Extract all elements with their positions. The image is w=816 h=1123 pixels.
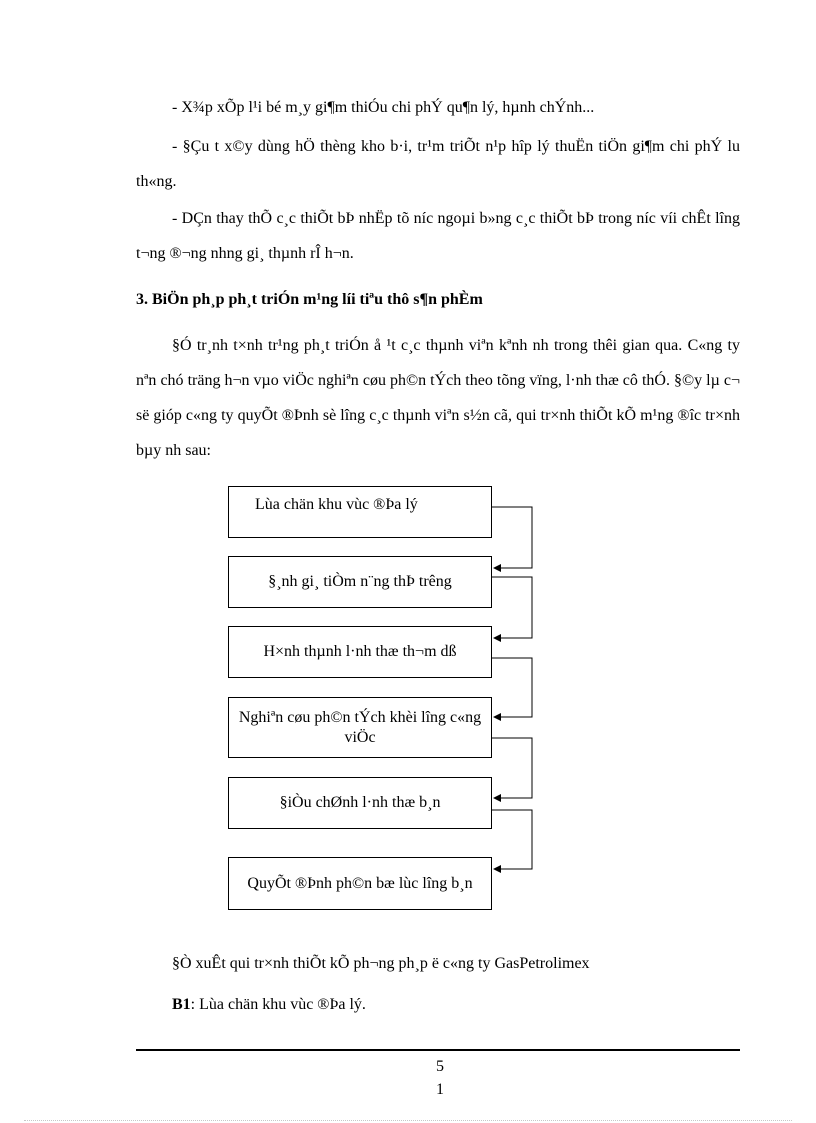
flow-step-6: QuyÕt ®Þnh ph©n bæ lùc lîng b¸n bbox=[228, 857, 492, 910]
connector-4 bbox=[492, 738, 532, 798]
page-number-bottom: 1 bbox=[436, 1081, 444, 1098]
page-edge-divider bbox=[24, 1120, 792, 1121]
section-heading: 3. BiÖn ph¸p ph¸t triÓn m¹ng líi tiªu thô s¶n phÈm bbox=[136, 291, 483, 308]
flow-step-2: §¸nh gi¸ tiÒm n¨ng thÞ trêng bbox=[228, 556, 492, 608]
paragraph-2: - §Çu t x©y dùng hÖ thèng kho b·i, tr¹m triÕt n¹p hîp lý thuËn tiÖn gi¶m chi phÝ lu th«ng. bbox=[136, 138, 740, 190]
flow-step-1: Lùa chän khu vùc ®Þa lý bbox=[228, 486, 492, 538]
connector-5 bbox=[492, 810, 532, 869]
flow-step-4: Nghiªn cøu ph©n tÝch khèi lîng c«ng viÖc bbox=[228, 697, 492, 758]
paragraph-4: §Ó tr¸nh t×nh tr¹ng ph¸t triÓn å ¹t c¸c thµnh viªn kªnh nh trong thêi gian qua. C«ng ty nªn chó träng h¬n vµo viÖc nghiªn cøu ph©n tÝch theo tõng vïng, l·nh thæ cô thÓ. §©y lµ c¬ së gióp c«ng ty quyÕt ®Þnh sè lîng c¸c thµnh viªn s½n cã, qui tr×nh thiÕt kÕ m¹ng ®îc tr×nh bµy nh sau: bbox=[136, 337, 740, 459]
connector-2 bbox=[492, 577, 532, 638]
flow-step-3: H×nh thµnh l·nh thæ th¬m dß bbox=[228, 626, 492, 678]
step-b1-text: : Lùa chän khu vùc ®Þa lý. bbox=[190, 996, 366, 1013]
footer-rule bbox=[136, 1049, 740, 1051]
paragraph-1: - X¾p xÕp l¹i bé m¸y gi¶m thiÓu chi phÝ qu¶n lý, hµnh chÝnh... bbox=[172, 99, 595, 116]
paragraph-3: - DÇn thay thÕ c¸c thiÕt bÞ nhËp tõ níc ngoµi b»ng c¸c thiÕt bÞ trong níc víi chÊt lîng t¬ng ®¬ng nhng gi¸ thµnh rÎ h¬n. bbox=[136, 210, 740, 262]
flow-step-5: §iÒu chØnh l·nh thæ b¸n bbox=[228, 777, 492, 829]
proposal-line: §Ò xuÊt qui tr×nh thiÕt kÕ ph¬ng ph¸p ë c«ng ty GasPetrolimex bbox=[172, 955, 590, 972]
step-b1-line bbox=[172, 995, 366, 1015]
step-b1-label: B1 bbox=[172, 996, 191, 1013]
connector-1 bbox=[492, 507, 532, 568]
page-number-top: 5 bbox=[436, 1058, 444, 1075]
connector-3 bbox=[492, 658, 532, 717]
